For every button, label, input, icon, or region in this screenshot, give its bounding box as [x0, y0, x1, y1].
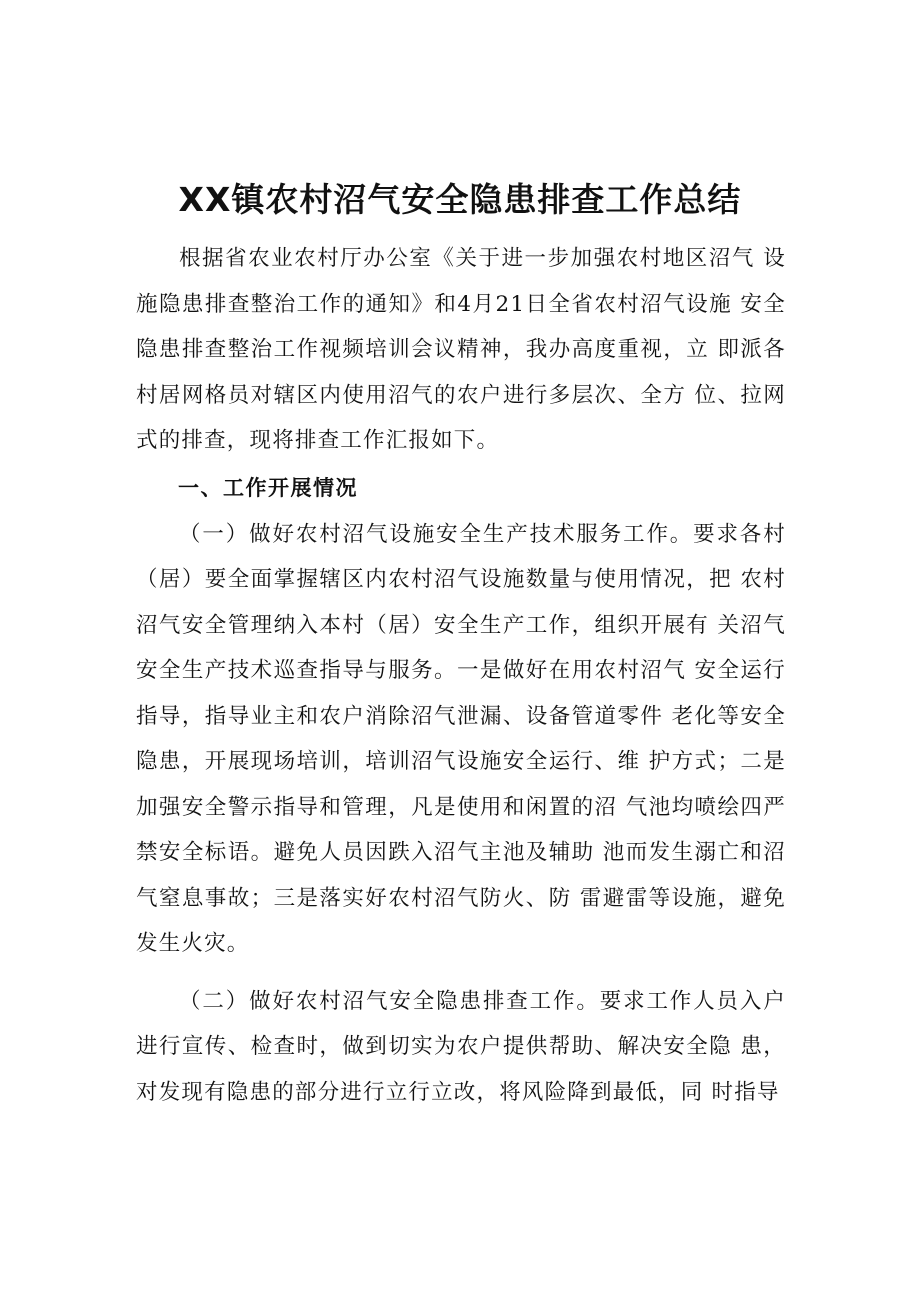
item-1-paragraph: （一）做好农村沼气设施安全生产技术服务工作。要求各村（居）要全面掌握辖区内农村沼气设施数量与使用情况，把 农村沼气安全管理纳入本村（居）安全生产工作，组织开展有 关沼气安全生产技术巡查指导与服务。一是做好在用农村沼气 安全运行指导，指导业主和农户消除沼气泄漏、设备管道零件 老化等安全隐患，开展现场培训，培训沼气设施安全运行、维 护方式；二是加强安全警示指导和管理，凡是使用和闲置的沼 气池均喷绘四严禁安全标语。避免人员因跌入沼气主池及辅助 池而发生溺亡和沼气窒息事故；三是落实好农村沼气防火、防 雷避雷等设施，避免发生火灾。 — [136, 521, 786, 956]
item-2-paragraph: （二）做好农村沼气安全隐患排查工作。要求工作人员入户进行宣传、检查时，做到切实为农户提供帮助、解决安全隐 患，对发现有隐患的部分进行立行立改，将风险降到最低，同 时指导 — [136, 988, 786, 1105]
paragraph-gap — [136, 967, 786, 979]
intro-paragraph: 根据省农业农村厅办公室《关于进一步加强农村地区沼气 设施隐患排查整治工作的通知》和4月21日全省农村沼气设施 安全隐患排查整治工作视频培训会议精神，我办高度重视，立 即派各村居网格员对辖区内使用沼气的农户进行多层次、全方 位、拉网式的排查，现将排查工作汇报如下。 — [136, 246, 786, 453]
section-heading: 一、工作开展情况 — [178, 475, 358, 500]
document-body — [136, 236, 786, 1115]
document-title: XX镇农村沼气安全隐患排查工作总结 — [178, 180, 742, 219]
